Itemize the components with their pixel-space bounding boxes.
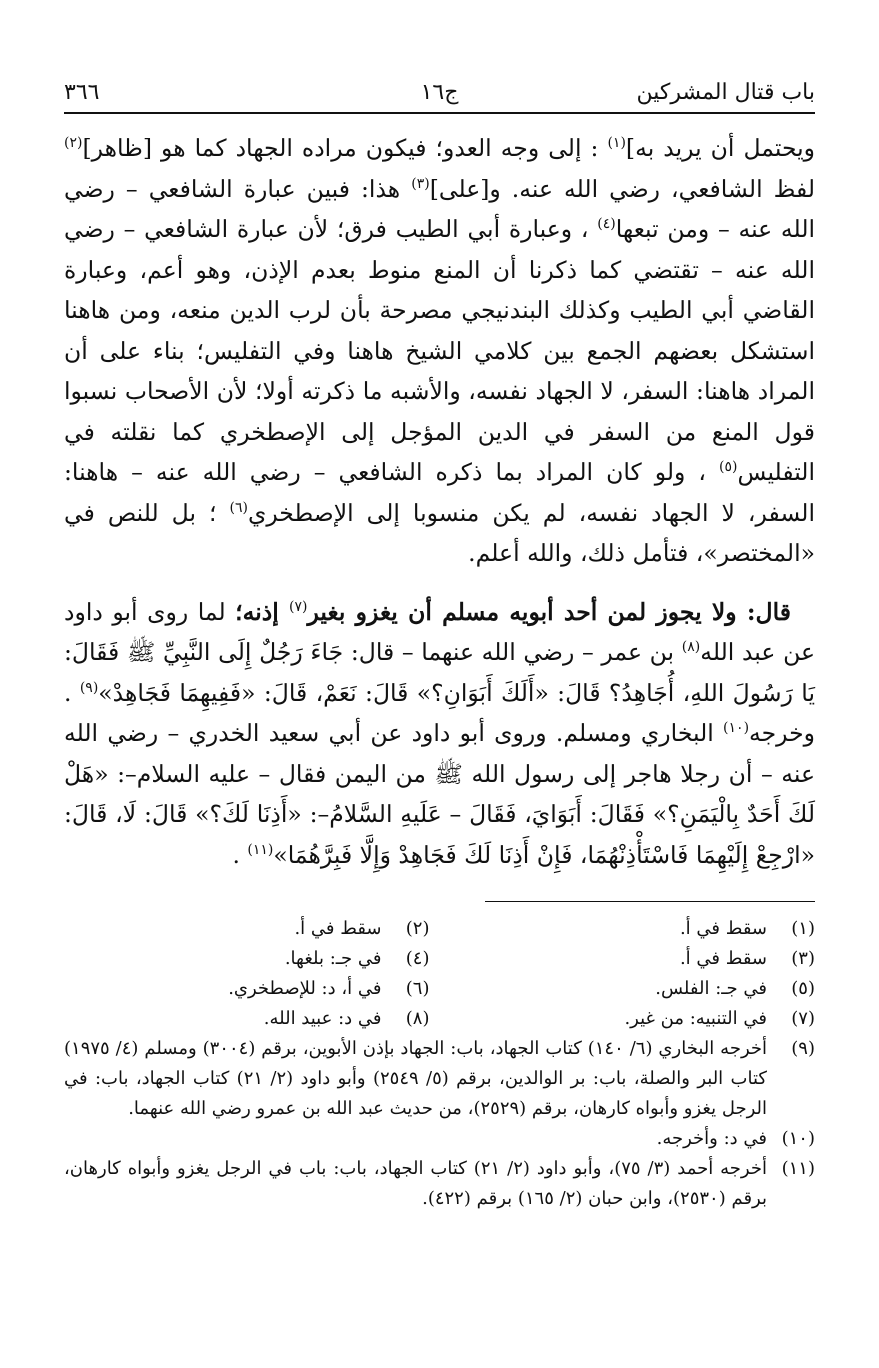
text-run: ؛ بل للنص في «المختصر»، فتأمل ذلك، والله أعلم. <box>64 498 815 567</box>
footnote-number: (٨) <box>405 1008 430 1029</box>
text-run: . وخرجه <box>64 678 815 747</box>
footnote-text: سقط في أ. <box>679 948 767 969</box>
matn-text: قال: ولا يجوز لمن أحد أبويه مسلم أن يغزو بغير <box>307 597 791 626</box>
text-run: بن عمر – رضي الله عنهما – قال: جَاءَ رَجُلٌ إِلَى النَّبِيِّ ﷺ فَقَالَ: يَا رَسُولَ اللهِ، أُجَاهِدُ؟ قَالَ: «أَلَكَ أَبَوَانِ؟» قَالَ: نَعَمْ، قَالَ: «فَفِيهِمَا فَجَاهِدْ» <box>64 638 815 707</box>
text-run: ، ولو كان المراد بما ذكره الشافعي – رضي الله عنه – هاهنا: السفر، لا الجهاد نفسه، لم يكن منسوبا إلى الإصطخري <box>64 458 815 527</box>
footnote-text: سقط في أ. <box>294 918 382 939</box>
footnote-ref: (٣) <box>411 175 430 192</box>
footnote-text: في التنبيه: من غير. <box>624 1008 767 1029</box>
volume-label: ج١٦ <box>420 80 459 105</box>
footnote-text: أخرجه أحمد (٣/ ٧٥)، وأبو داود (٢/ ٢١) كتاب الجهاد، باب: باب في الرجل يغزو وأبواه كارهان، برقم (٢٥٣٠)، وابن حبان (٢/ ١٦٥) برقم (٤٢٢). <box>64 1158 767 1209</box>
footnote-number: (٤) <box>405 948 430 969</box>
text-run: لما روى أبو داود عن عبد الله <box>64 597 815 666</box>
footnote-8 <box>64 1004 430 1034</box>
footnote-2 <box>64 914 430 944</box>
text-run: البخاري ومسلم. وروى أبو داود عن أبي سعيد الخدري – رضي الله عنه – أن رجلا هاجر إلى رسول الله ﷺ من اليمن فقال – عليه السلام–: «هَلْ لَكَ أَحَدٌ بِالْيَمَنِ؟» فَقَالَ: أَبَوَايَ، فَقَالَ – عَلَيهِ السَّلامُ–: «أَذِنَا لَكَ؟» قَالَ: لَا، قَالَ: «ارْجِعْ إِلَيْهِمَا فَاسْتَأْذِنْهُمَا، فَإِنْ أَذِنَا لَكَ فَجَاهِدْ وَإِلَّا فَبِرَّهُمَا» <box>64 719 815 869</box>
book-page <box>64 76 815 1328</box>
footnote-7 <box>450 1004 816 1034</box>
chapter-title: باب قتال المشركين <box>636 80 815 105</box>
footnote-number: (٦) <box>405 978 430 999</box>
footnote-4 <box>64 944 430 974</box>
text-run: ، وعبارة أبي الطيب فرق؛ لأن عبارة الشافعي – رضي الله عنه – تقتضي كما ذكرنا أن المنع منوط بعدم الإذن، وهو أعم، وعبارة القاضي أبي الطيب وكذلك البندنيجي مصرحة بأن لرب الدين منعه، ومن هاهنا استشكل بعضهم الجمع بين كلامي الشيخ هاهنا وفي التفليس؛ بناء على أن المراد هاهنا: السفر، لا الجهاد نفسه، والأشبه ما ذكرته أولا؛ لأن الأصحاب نسبوا قول المنع من السفر في الدين المؤجل إلى الإصطخري كما نقلته في التفليس <box>64 215 815 486</box>
footnote-9 <box>64 1034 815 1124</box>
running-header <box>64 76 815 114</box>
footnote-number: (٩) <box>791 1038 815 1059</box>
footnote-text: في د: وأخرجه. <box>656 1128 767 1149</box>
footnote-ref: (١) <box>607 135 626 152</box>
footnote-ref: (٩) <box>79 679 99 696</box>
footnote-text: سقط في أ. <box>679 918 767 939</box>
paragraph-1 <box>64 128 815 574</box>
footnote-ref: (٤) <box>597 216 616 233</box>
page-number: ٣٦٦ <box>64 80 100 105</box>
footnote-ref: (١٠) <box>723 720 750 737</box>
text-run: . <box>232 840 248 869</box>
footnote-grid <box>64 914 815 1034</box>
footnote-ref: (٢) <box>64 135 83 152</box>
paragraph-2 <box>64 592 815 876</box>
footnote-text: في أ، د: للإصطخري. <box>228 978 382 999</box>
footnote-divider <box>485 901 815 902</box>
matn-text: إذنه؛ <box>235 597 289 626</box>
footnotes <box>64 914 815 1214</box>
footnote-text: في جـ: بلغها. <box>284 948 382 969</box>
footnote-6 <box>64 974 430 1004</box>
footnote-10 <box>64 1124 815 1154</box>
footnote-ref: (١١) <box>247 841 274 858</box>
footnote-number: (١١) <box>781 1158 815 1179</box>
text-run: لفظ الشافعي، رضي الله عنه. و[على] <box>429 174 815 203</box>
footnote-ref: (٧) <box>289 598 308 615</box>
footnote-3 <box>450 944 816 974</box>
footnote-text: في جـ: الفلس. <box>655 978 767 999</box>
footnote-number: (٥) <box>791 978 815 999</box>
text-run: هذا: فبين عبارة الشافعي – رضي الله عنه – ومن تبعها <box>64 174 816 243</box>
footnote-ref: (٥) <box>719 459 738 476</box>
body-text <box>64 128 815 875</box>
footnote-number: (١) <box>791 918 815 939</box>
footnote-5 <box>450 974 816 1004</box>
text-run: ويحتمل أن يريد به] <box>625 134 816 162</box>
footnote-number: (٢) <box>405 918 430 939</box>
text-run: : إلى وجه العدو؛ فيكون مراده الجهاد كما هو [ظاهر] <box>82 134 608 162</box>
footnote-number: (١٠) <box>781 1128 815 1149</box>
footnote-text: أخرجه البخاري (٦/ ١٤٠) كتاب الجهاد، باب: الجهاد بإذن الأبوين، برقم (٣٠٠٤) ومسلم (٤/ ١٩٧٥) كتاب البر والصلة، باب: بر الوالدين، برقم (٥/ ٢٥٤٩) وأبو داود (٢/ ٢١) كتاب الجهاد، باب: في الرجل يغزو وأبواه كارهان، برقم (٢٥٢٩)، من حديث عبد الله بن عمرو رضي الله عنهما. <box>64 1038 768 1119</box>
footnote-number: (٧) <box>791 1008 815 1029</box>
footnote-1 <box>450 914 816 944</box>
footnote-ref: (٨) <box>681 639 701 656</box>
footnote-ref: (٦) <box>229 499 248 516</box>
footnote-number: (٣) <box>791 948 815 969</box>
footnote-11 <box>64 1154 815 1214</box>
footnote-text: في د: عبيد الله. <box>263 1008 382 1029</box>
